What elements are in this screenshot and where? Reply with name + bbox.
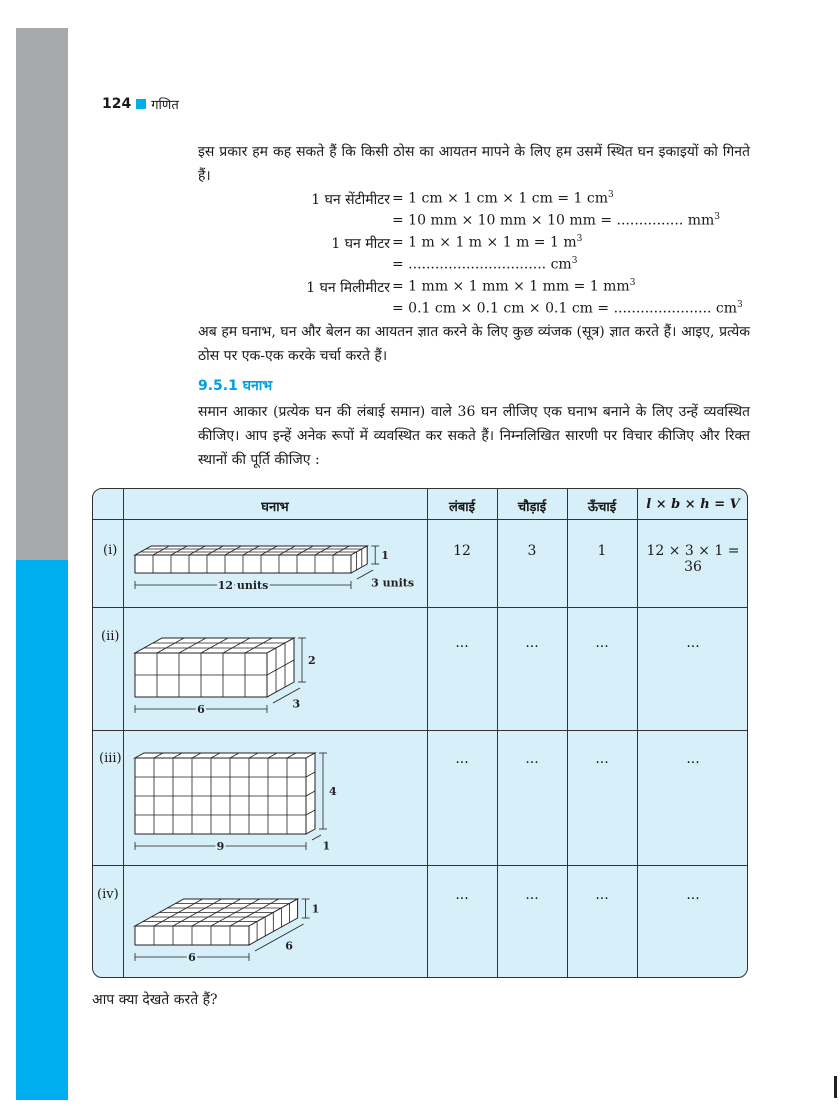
page-number: 124 — [102, 96, 132, 112]
square-icon — [136, 99, 146, 109]
cell-volume-3: ... — [686, 751, 700, 767]
breadth-label: 3 units — [371, 576, 415, 590]
eq-lhs-mm: 1 घन मिलीमीटर — [306, 280, 390, 296]
page-header — [102, 95, 179, 113]
header-breadth: चौड़ाई — [517, 500, 547, 515]
crop-mark — [834, 1076, 837, 1098]
row-label-2: (ii) — [101, 629, 120, 644]
cuboid-figure-4 — [129, 869, 425, 975]
section-title: 9.5.1 घनाभ — [198, 378, 273, 394]
cell-breadth-2: ... — [525, 635, 539, 651]
header-height: ऊँचाई — [587, 500, 617, 515]
header-volume: l × b × h = V — [646, 497, 740, 512]
height-label: 2 — [308, 654, 316, 667]
margin-band-blue — [16, 560, 68, 1100]
eq-rhs-6: = 0.1 cm × 0.1 cm × 0.1 cm = ...................... $cm^3$ — [392, 300, 743, 317]
row-label-4: (iv) — [97, 887, 119, 902]
cell-volume-4: ... — [686, 887, 700, 903]
header-cuboid: घनाभ — [261, 500, 289, 515]
height-label: 1 — [381, 549, 389, 562]
closing-question: आप क्या देखते करते हैं? — [92, 992, 218, 1008]
row-label-1: (i) — [103, 543, 118, 558]
cell-volume-1: 12 × 3 × 1 = 36 — [646, 543, 740, 575]
length-label: 12 units — [217, 579, 269, 592]
intro-paragraph: इस प्रकार हम कह सकते हैं कि किसी ठोस का आयतन मापने के लिए हम उसमें स्थित घन इकाइयों को गिनते हैं। — [198, 144, 750, 184]
eq-rhs-4: = ............................... $cm^3$ — [392, 256, 578, 273]
cell-breadth-1: 3 — [527, 543, 537, 559]
formula-paragraph: अब हम घनाभ, घन और बेलन का आयतन ज्ञात करने के लिए कुछ व्यंजक (सूत्र) ज्ञात करते हैं। आइए, प्रत्येक ठोस पर एक-एक करके चर्चा करते हैं। — [198, 324, 750, 364]
height-label: 4 — [329, 785, 337, 798]
cell-height-3: ... — [595, 751, 609, 767]
eq-rhs-2: = 10 mm × 10 mm × 10 mm = ............... $mm^3$ — [392, 212, 721, 229]
height-label: 1 — [311, 902, 320, 916]
breadth-label: 1 — [322, 839, 331, 853]
cell-height-2: ... — [595, 635, 609, 651]
length-label: 6 — [188, 951, 196, 964]
subject-title: गणित — [151, 98, 179, 113]
margin-band-gray — [16, 28, 68, 560]
breadth-dimension-line — [312, 835, 321, 840]
cuboid-figure-2 — [129, 611, 425, 727]
cell-length-2: ... — [455, 635, 469, 651]
cell-height-1: 1 — [597, 543, 607, 559]
section-paragraph: समान आकार (प्रत्येक घन की लंबाई समान) वाले 36 घन लीजिए एक घनाभ बनाने के लिए उन्हें व्यवस्थित कीजिए। आप इन्हें अनेक रूपों में व्यवस्थित कर सकते हैं। निम्नलिखित सारणी पर विचार कीजिए और रिक्त स्थानों की पूर्ति कीजिए : — [198, 404, 750, 468]
eq-rhs-3: = 1 m × 1 m × 1 m = 1 $m^3$ — [392, 234, 583, 251]
row-label-3: (iii) — [99, 751, 122, 766]
cell-length-1: 12 — [453, 543, 471, 559]
eq-lhs-m: 1 घन मीटर — [331, 236, 390, 252]
eq-rhs-5: = 1 mm × 1 mm × 1 mm = 1 $mm^3$ — [392, 278, 636, 295]
breadth-label: 3 — [292, 697, 301, 711]
cuboid-figure-1 — [129, 523, 425, 605]
length-label: 9 — [216, 840, 225, 853]
cuboid-figure-3 — [129, 734, 425, 862]
cell-volume-2: ... — [686, 635, 700, 651]
cell-breadth-3: ... — [525, 751, 539, 767]
cell-length-3: ... — [455, 751, 469, 767]
eq-rhs-1: = 1 cm × 1 cm × 1 cm = 1 $cm^3$ — [392, 190, 614, 207]
length-label: 6 — [197, 703, 205, 716]
cuboid-table — [92, 488, 748, 978]
cell-length-4: ... — [455, 887, 469, 903]
cell-breadth-4: ... — [525, 887, 539, 903]
header-length: लंबाई — [449, 500, 475, 515]
cell-height-4: ... — [595, 887, 609, 903]
eq-lhs-cm: 1 घन सेंटीमीटर — [311, 192, 390, 208]
breadth-label: 6 — [285, 939, 293, 953]
